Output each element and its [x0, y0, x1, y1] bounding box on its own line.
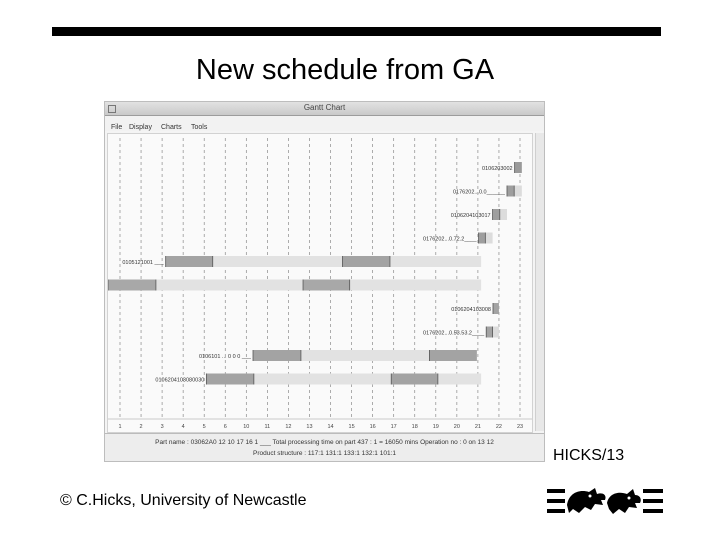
menu-display[interactable]: Display	[129, 124, 152, 131]
gantt-operation-bar[interactable]	[429, 350, 476, 361]
gantt-tick-label: 14	[327, 424, 334, 430]
gantt-tick-label: 12	[285, 424, 292, 430]
top-rule	[52, 27, 661, 36]
vertical-scrollbar[interactable]	[535, 133, 544, 431]
gantt-operation-bar[interactable]	[253, 350, 301, 361]
gantt-row-label: 0176202...0.72.2____	[423, 236, 477, 243]
gantt-operation-bar[interactable]	[156, 280, 303, 291]
gantt-tick-label: 17	[390, 424, 397, 430]
gantt-tick-label: 16	[369, 424, 376, 430]
gantt-tick-label: 13	[306, 424, 313, 430]
gantt-operation-bar[interactable]	[493, 327, 499, 338]
gantt-row-label: 0105121001 ___	[122, 260, 164, 266]
gantt-tick-label: 1	[118, 424, 122, 430]
gantt-operation-bar[interactable]	[108, 280, 156, 291]
gantt-tick-label: 3	[160, 424, 164, 430]
gantt-tick-label: 15	[348, 424, 355, 430]
gantt-operation-bar[interactable]	[493, 209, 500, 220]
gantt-tick-label: 10	[243, 424, 250, 430]
gantt-tick-label: 4	[181, 424, 185, 430]
gantt-row-label: 0106203002	[482, 166, 513, 172]
gantt-operation-bar[interactable]	[438, 374, 481, 385]
gantt-tick-label: 23	[516, 424, 524, 430]
gantt-row-label: 0106101 ... 0 0 0 ___	[199, 354, 252, 360]
gantt-operation-bar[interactable]	[213, 256, 343, 267]
status-part-info: Part name : 03062A0 12 10 17 16 1 ___ Total processing time on part 437 : 1 = 16050 mins Operation no : 0 on 13 12	[155, 439, 494, 446]
gantt-row-label: 0176202...0.53.53.2____	[423, 330, 485, 337]
gantt-tick-label: 19	[432, 424, 439, 430]
gantt-operation-bar[interactable]	[391, 374, 438, 385]
gantt-operation-bar[interactable]	[485, 233, 492, 244]
gantt-operation-bar[interactable]	[479, 233, 486, 244]
gantt-tick-label: 6	[223, 424, 227, 430]
gantt-operation-bar[interactable]	[254, 374, 391, 385]
gantt-tick-label: 11	[264, 424, 271, 430]
gantt-operation-bar[interactable]	[500, 209, 507, 220]
gantt-tick-label: 20	[453, 424, 460, 430]
gantt-tick-label: 18	[411, 424, 418, 430]
status-bar	[105, 433, 544, 462]
menu-file[interactable]: File	[111, 124, 123, 131]
gantt-chart	[108, 134, 532, 432]
gantt-plot-area	[107, 133, 533, 433]
gantt-row-label: 0106204103017	[450, 213, 491, 219]
gantt-tick-label: 21	[474, 424, 481, 430]
status-product-structure: Product structure : 117:1 131:1 133:1 132:1 101:1	[253, 450, 396, 457]
slide-title: New schedule from GA	[195, 54, 495, 86]
footer-copyright: © C.Hicks, University of Newcastle	[60, 492, 307, 509]
menubar	[105, 116, 544, 131]
gantt-operation-bar[interactable]	[507, 186, 514, 197]
menu-tools[interactable]: Tools	[191, 124, 208, 131]
gantt-operation-bar[interactable]	[493, 303, 499, 314]
gantt-operation-bar[interactable]	[515, 162, 522, 173]
gantt-tick-label: 5	[202, 424, 206, 430]
gantt-row-label: 0106204103080030	[155, 377, 205, 384]
gantt-operation-bar[interactable]	[486, 327, 492, 338]
university-crest-logo	[545, 483, 665, 523]
window-titlebar	[105, 102, 544, 116]
gantt-operation-bar[interactable]	[390, 256, 481, 267]
slide-number-label: HICKS/13	[553, 447, 625, 464]
gantt-operation-bar[interactable]	[301, 350, 429, 361]
gantt-operation-bar[interactable]	[206, 374, 253, 385]
gantt-row-label: 0106204103008	[451, 307, 491, 313]
gantt-row-label: 0176202...0.0______	[452, 189, 505, 196]
gantt-window-screenshot	[104, 101, 545, 462]
menu-charts[interactable]: Charts	[161, 124, 182, 131]
gantt-tick-label: 22	[495, 424, 503, 430]
gantt-operation-bar[interactable]	[303, 280, 350, 291]
window-title: Gantt Chart	[303, 103, 346, 112]
gantt-operation-bar[interactable]	[514, 186, 522, 197]
gantt-tick-label: 2	[139, 424, 143, 430]
gantt-operation-bar[interactable]	[350, 280, 481, 291]
gantt-operation-bar[interactable]	[342, 256, 389, 267]
gantt-operation-bar[interactable]	[166, 256, 213, 267]
